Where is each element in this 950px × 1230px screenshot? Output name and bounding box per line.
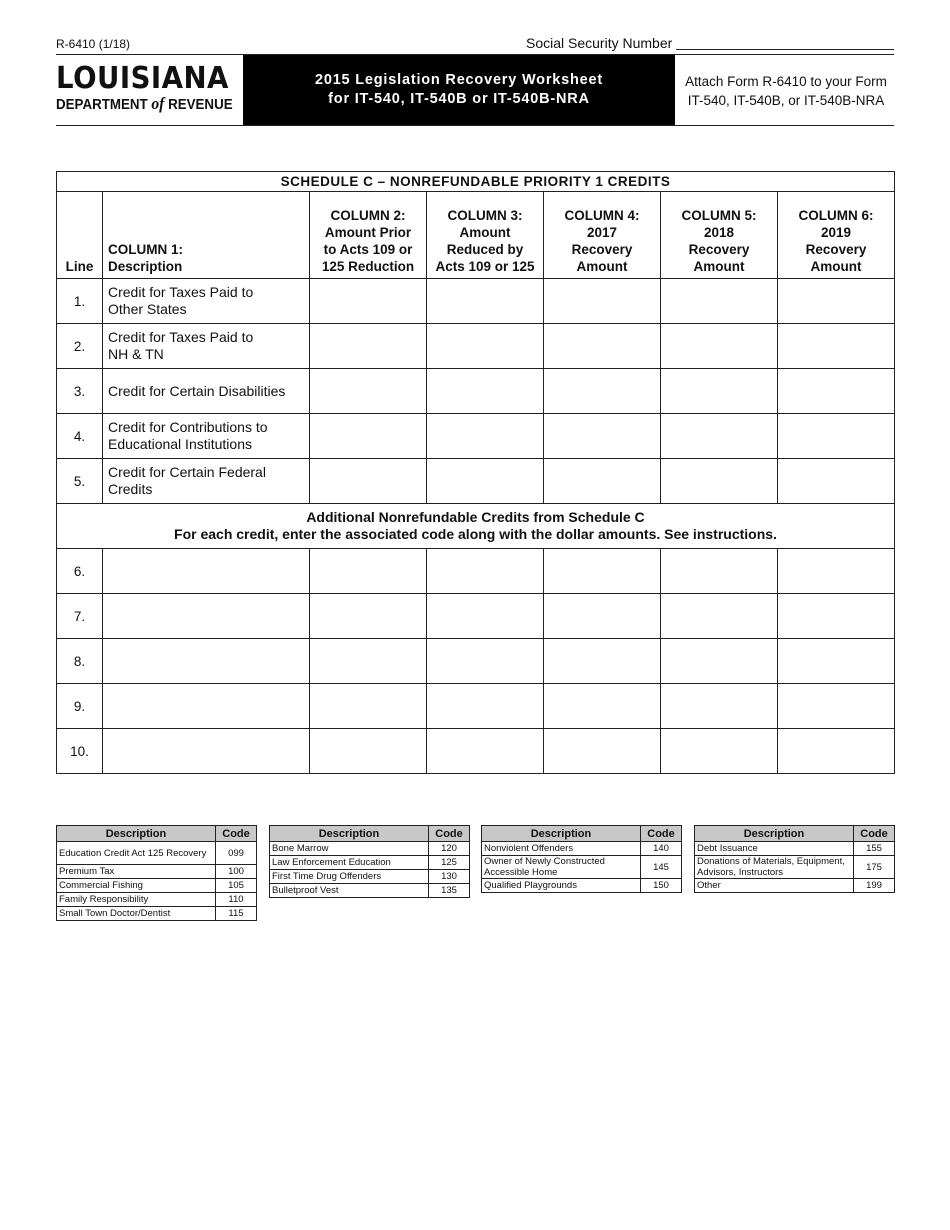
line-number: 7. xyxy=(57,594,103,639)
amount-cell-column-3[interactable] xyxy=(427,594,544,639)
credit-description xyxy=(103,324,310,369)
header-line: COLUMN 4: xyxy=(564,208,640,223)
amount-cell-column-6[interactable] xyxy=(778,729,895,774)
code-value: 150 xyxy=(641,879,682,893)
amount-cell-column-2[interactable] xyxy=(310,594,427,639)
amount-cell-column-2[interactable] xyxy=(310,279,427,324)
column-3-header xyxy=(427,192,544,279)
code-description: Qualified Playgrounds xyxy=(482,879,641,893)
code-header: Code xyxy=(854,826,895,842)
amount-cell-column-4[interactable] xyxy=(544,639,661,684)
attach-note xyxy=(678,72,894,110)
column-1-header xyxy=(103,192,310,279)
amount-cell-column-3[interactable] xyxy=(427,369,544,414)
attach-line-1: Attach Form R-6410 to your Form xyxy=(685,74,887,89)
amount-cell-column-4[interactable] xyxy=(544,369,661,414)
column-header-row xyxy=(57,192,895,279)
credit-description-input[interactable] xyxy=(103,594,310,639)
amount-cell-column-4[interactable] xyxy=(544,549,661,594)
code-row xyxy=(57,865,257,879)
code-value: 110 xyxy=(216,893,257,907)
description-line: Credit for Certain Federal xyxy=(108,464,266,480)
header-line: 2019 xyxy=(820,225,852,240)
code-table-2 xyxy=(269,825,470,898)
code-description: Donations of Materials, Equipment, Advisors, Instructors xyxy=(695,856,854,879)
louisiana-revenue-logo xyxy=(56,62,236,114)
amount-cell-column-6[interactable] xyxy=(778,549,895,594)
header-line: COLUMN 3: xyxy=(447,208,523,223)
amount-cell-column-2[interactable] xyxy=(310,684,427,729)
code-description: Education Credit Act 125 Recovery xyxy=(57,842,216,865)
amount-cell-column-6[interactable] xyxy=(778,324,895,369)
line-number: 2. xyxy=(57,324,103,369)
line-number: 3. xyxy=(57,369,103,414)
code-description: Owner of Newly Constructed Accessible Home xyxy=(482,856,641,879)
code-table-1 xyxy=(56,825,257,921)
code-description: Other xyxy=(695,879,854,893)
line-number: 6. xyxy=(57,549,103,594)
code-value: 135 xyxy=(429,884,470,898)
additional-line-2: For each credit, enter the associated code along with the dollar amounts. See instructions. xyxy=(174,526,777,542)
credit-description xyxy=(103,369,310,414)
column-2-header xyxy=(310,192,427,279)
header-line: Amount xyxy=(576,259,628,274)
amount-cell-column-3[interactable] xyxy=(427,279,544,324)
line-number: 1. xyxy=(57,279,103,324)
amount-cell-column-5[interactable] xyxy=(661,324,778,369)
code-row xyxy=(482,879,682,893)
code-description: Bone Marrow xyxy=(270,842,429,856)
code-value: 120 xyxy=(429,842,470,856)
amount-cell-column-4[interactable] xyxy=(544,459,661,504)
code-row xyxy=(270,884,470,898)
credit-description xyxy=(103,414,310,459)
amount-cell-column-5[interactable] xyxy=(661,414,778,459)
table-row xyxy=(57,549,895,594)
credit-description-input[interactable] xyxy=(103,549,310,594)
code-row xyxy=(57,879,257,893)
header-line: Reduced by xyxy=(446,242,524,257)
code-header: Code xyxy=(641,826,682,842)
amount-cell-column-5[interactable] xyxy=(661,369,778,414)
credit-description xyxy=(103,459,310,504)
code-description: Nonviolent Offenders xyxy=(482,842,641,856)
header-line: Recovery xyxy=(805,242,867,257)
header-line: Amount xyxy=(693,259,745,274)
table-row xyxy=(57,324,895,369)
column-6-header xyxy=(778,192,895,279)
header-line: 2017 xyxy=(586,225,618,240)
amount-cell-column-6[interactable] xyxy=(778,459,895,504)
credit-description-input[interactable] xyxy=(103,639,310,684)
amount-cell-column-5[interactable] xyxy=(661,459,778,504)
amount-cell-column-4[interactable] xyxy=(544,684,661,729)
amount-cell-column-5[interactable] xyxy=(661,279,778,324)
code-row xyxy=(695,879,895,893)
line-number: 9. xyxy=(57,684,103,729)
header-line: Description xyxy=(108,259,183,274)
code-table-4 xyxy=(694,825,895,893)
table-row xyxy=(57,414,895,459)
code-header: Code xyxy=(216,826,257,842)
description-line: Educational Institutions xyxy=(108,436,252,452)
amount-cell-column-2[interactable] xyxy=(310,729,427,774)
code-description: First Time Drug Offenders xyxy=(270,870,429,884)
credit-description-input[interactable] xyxy=(103,684,310,729)
amount-cell-column-2[interactable] xyxy=(310,549,427,594)
code-value: 115 xyxy=(216,907,257,921)
code-value: 140 xyxy=(641,842,682,856)
amount-cell-column-2[interactable] xyxy=(310,639,427,684)
description-line: Credit for Contributions to xyxy=(108,419,268,435)
code-row xyxy=(482,856,682,879)
description-line: Credit for Taxes Paid to xyxy=(108,284,254,300)
header-line: Amount xyxy=(810,259,862,274)
additional-line-1: Additional Nonrefundable Credits from Schedule C xyxy=(306,509,645,525)
amount-cell-column-2[interactable] xyxy=(310,369,427,414)
code-description: Debt Issuance xyxy=(695,842,854,856)
header-line: Acts 109 or 125 xyxy=(435,259,535,274)
amount-cell-column-3[interactable] xyxy=(427,324,544,369)
amount-cell-column-6[interactable] xyxy=(778,279,895,324)
amount-cell-column-6[interactable] xyxy=(778,414,895,459)
code-row xyxy=(695,842,895,856)
amount-cell-column-3[interactable] xyxy=(427,729,544,774)
amount-cell-column-2[interactable] xyxy=(310,459,427,504)
priority-rows xyxy=(57,279,895,504)
amount-cell-column-5[interactable] xyxy=(661,594,778,639)
header-line: COLUMN 5: xyxy=(681,208,757,223)
table-row xyxy=(57,639,895,684)
code-value: 175 xyxy=(854,856,895,879)
form-number: R-6410 (1/18) xyxy=(56,37,131,51)
description-header: Description xyxy=(695,826,854,842)
column-4-header xyxy=(544,192,661,279)
logo-sub-text xyxy=(56,94,233,114)
amount-cell-column-5[interactable] xyxy=(661,549,778,594)
amount-cell-column-5[interactable] xyxy=(661,684,778,729)
header-line: Recovery xyxy=(688,242,750,257)
code-row xyxy=(57,907,257,921)
code-value: 100 xyxy=(216,865,257,879)
description-line: Other States xyxy=(108,301,187,317)
code-description: Bulletproof Vest xyxy=(270,884,429,898)
header-line: COLUMN 2: xyxy=(330,208,406,223)
description-header: Description xyxy=(482,826,641,842)
amount-cell-column-3[interactable] xyxy=(427,639,544,684)
amount-cell-column-3[interactable] xyxy=(427,684,544,729)
logo-sub-of: of xyxy=(151,94,165,113)
schedule-title: SCHEDULE C – NONREFUNDABLE PRIORITY 1 CREDITS xyxy=(57,172,895,192)
description-header: Description xyxy=(270,826,429,842)
description-line: Credit for Certain Disabilities xyxy=(108,382,286,399)
amount-cell-column-2[interactable] xyxy=(310,324,427,369)
amount-cell-column-4[interactable] xyxy=(544,594,661,639)
line-number: 8. xyxy=(57,639,103,684)
code-value: 099 xyxy=(216,842,257,865)
attach-line-2: IT-540, IT-540B, or IT-540B-NRA xyxy=(687,93,885,108)
amount-cell-column-4[interactable] xyxy=(544,729,661,774)
line-number: 5. xyxy=(57,459,103,504)
ssn-label: Social Security Number xyxy=(526,35,673,51)
code-value: 145 xyxy=(641,856,682,879)
code-row xyxy=(270,856,470,870)
code-value: 105 xyxy=(216,879,257,893)
header-line: 125 Reduction xyxy=(321,259,415,274)
credit-description xyxy=(103,279,310,324)
header-line: Recovery xyxy=(571,242,633,257)
amount-cell-column-3[interactable] xyxy=(427,459,544,504)
amount-cell-column-4[interactable] xyxy=(544,324,661,369)
code-value: 125 xyxy=(429,856,470,870)
table-row xyxy=(57,684,895,729)
description-header: Description xyxy=(57,826,216,842)
code-value: 130 xyxy=(429,870,470,884)
logo-sub-pre: DEPARTMENT xyxy=(56,97,148,113)
code-row xyxy=(695,856,895,879)
code-description: Small Town Doctor/Dentist xyxy=(57,907,216,921)
code-row xyxy=(482,842,682,856)
code-row xyxy=(57,842,257,865)
schedule-c-table xyxy=(56,171,895,774)
column-5-header xyxy=(661,192,778,279)
amount-cell-column-6[interactable] xyxy=(778,639,895,684)
table-row xyxy=(57,369,895,414)
code-value: 199 xyxy=(854,879,895,893)
amount-cell-column-5[interactable] xyxy=(661,729,778,774)
additional-credits-heading xyxy=(57,504,895,549)
table-row xyxy=(57,279,895,324)
ssn-input-line[interactable] xyxy=(676,48,894,50)
description-line: Credits xyxy=(108,481,153,497)
code-row xyxy=(270,842,470,856)
code-description: Family Responsibility xyxy=(57,893,216,907)
header-bottom-rule xyxy=(56,125,894,126)
header-line: COLUMN 6: xyxy=(798,208,874,223)
table-row xyxy=(57,594,895,639)
amount-cell-column-3[interactable] xyxy=(427,549,544,594)
worksheet-title-box xyxy=(243,55,675,125)
line-number: 10. xyxy=(57,729,103,774)
header-line: to Acts 109 or xyxy=(323,242,413,257)
code-description: Premium Tax xyxy=(57,865,216,879)
code-value: 155 xyxy=(854,842,895,856)
title-line-2: for IT-540, IT-540B or IT-540B-NRA xyxy=(328,91,590,107)
code-row xyxy=(270,870,470,884)
code-header: Code xyxy=(429,826,470,842)
amount-cell-column-6[interactable] xyxy=(778,369,895,414)
header-line: 2018 xyxy=(703,225,735,240)
line-number: 4. xyxy=(57,414,103,459)
code-row xyxy=(57,893,257,907)
code-table-3 xyxy=(481,825,682,893)
code-description: Law Enforcement Education xyxy=(270,856,429,870)
amount-cell-column-6[interactable] xyxy=(778,594,895,639)
amount-cell-column-5[interactable] xyxy=(661,639,778,684)
line-header: Line xyxy=(57,192,103,279)
table-row xyxy=(57,459,895,504)
amount-cell-column-2[interactable] xyxy=(310,414,427,459)
amount-cell-column-4[interactable] xyxy=(544,279,661,324)
logo-main-text: LOUISIANA xyxy=(56,61,229,96)
additional-rows xyxy=(57,549,895,774)
amount-cell-column-6[interactable] xyxy=(778,684,895,729)
description-line: NH & TN xyxy=(108,346,164,362)
header-line: COLUMN 1: xyxy=(108,242,183,257)
header-line: Amount xyxy=(459,225,511,240)
amount-cell-column-3[interactable] xyxy=(427,414,544,459)
title-line-1: 2015 Legislation Recovery Worksheet xyxy=(314,72,604,88)
credit-description-input[interactable] xyxy=(103,729,310,774)
description-line: Credit for Taxes Paid to xyxy=(108,329,254,345)
logo-sub-post: REVENUE xyxy=(168,97,233,113)
table-row xyxy=(57,729,895,774)
amount-cell-column-4[interactable] xyxy=(544,414,661,459)
code-description: Commercial Fishing xyxy=(57,879,216,893)
header-line: Amount Prior xyxy=(324,225,412,240)
